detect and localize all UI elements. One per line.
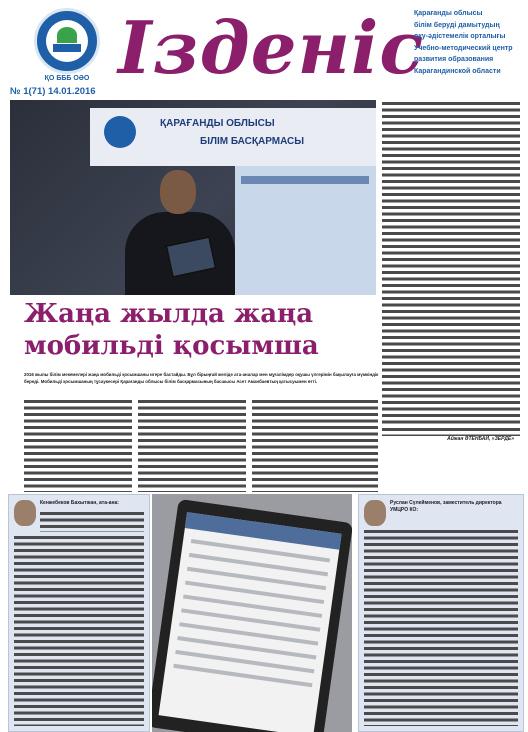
- right-column-text: [382, 102, 520, 424]
- avatar: [14, 500, 36, 526]
- article-signature: Айжан ӘТЕНБАЙ, «ЗЕРДЕ»: [447, 436, 514, 442]
- screen-bar: [241, 176, 369, 184]
- body-column-3: [252, 400, 378, 492]
- book-icon: [53, 44, 81, 52]
- publisher-info: [414, 8, 522, 78]
- avatar: [364, 500, 386, 526]
- logo-caption: ҚО БББ ОӘО: [44, 75, 90, 82]
- quote-intro-left: [40, 512, 144, 532]
- presentation-screen: [235, 166, 376, 295]
- publisher-line: оқу-әдістемелік орталығы: [414, 33, 506, 41]
- logo-emblem: [34, 8, 100, 74]
- right-column-end: [382, 428, 520, 436]
- body-column-1: [24, 400, 132, 492]
- main-photo: [10, 100, 376, 295]
- leaf-icon: [57, 27, 77, 43]
- publisher-line: Карагандинской области: [414, 67, 501, 75]
- body-column-2: [138, 400, 246, 492]
- tablet-photo: [152, 494, 352, 732]
- article-headline: Жаңа жылда жаңа мобильді қосымша: [24, 299, 319, 361]
- publisher-line: білім беруді дамытудың: [414, 21, 500, 29]
- banner-emblem-icon: [104, 116, 136, 148]
- banner-line2: БІЛІМ БАСҚАРМАСЫ: [200, 136, 305, 147]
- quote-author-left: Кенжебеков Бахытжан, ата-ана:: [40, 500, 119, 506]
- publisher-line: развития образования: [414, 56, 494, 64]
- quote-text-left: [14, 536, 144, 726]
- photo-banner: [90, 108, 376, 166]
- tablet-device: [152, 499, 352, 732]
- issue-number: № 1(71) 14.01.2016: [10, 86, 96, 97]
- newspaper-title: Ізденіс: [118, 5, 425, 90]
- speaker-head: [160, 170, 196, 214]
- publisher-line: Учебно-методический центр: [414, 44, 513, 52]
- logo-inner: [46, 20, 88, 62]
- article-lead: 2016 жылы білім мекемелері жаңа мобильді қосымшаны игере бастайды. Бұл бірыңғай желіде ата-аналар мен мұғалімдер оқушы үлгерімін бақылауға мүмкіндік береді. Мобильді қосымшаның тұсаукесері Қарағанды облысы білім басқармасының басшысы Асет Аманбаевтың қатысуымен өтті.: [24, 372, 379, 384]
- quote-author-right: Руслан Сүлейменов, заместитель директора УМЦРО КО:: [390, 500, 502, 513]
- quote-text-right: [364, 530, 518, 726]
- tablet-screen: [159, 512, 342, 732]
- publisher-line: Қарағанды облысы: [414, 10, 483, 17]
- banner-line1: ҚАРАҒАНДЫ ОБЛЫСЫ: [160, 118, 275, 129]
